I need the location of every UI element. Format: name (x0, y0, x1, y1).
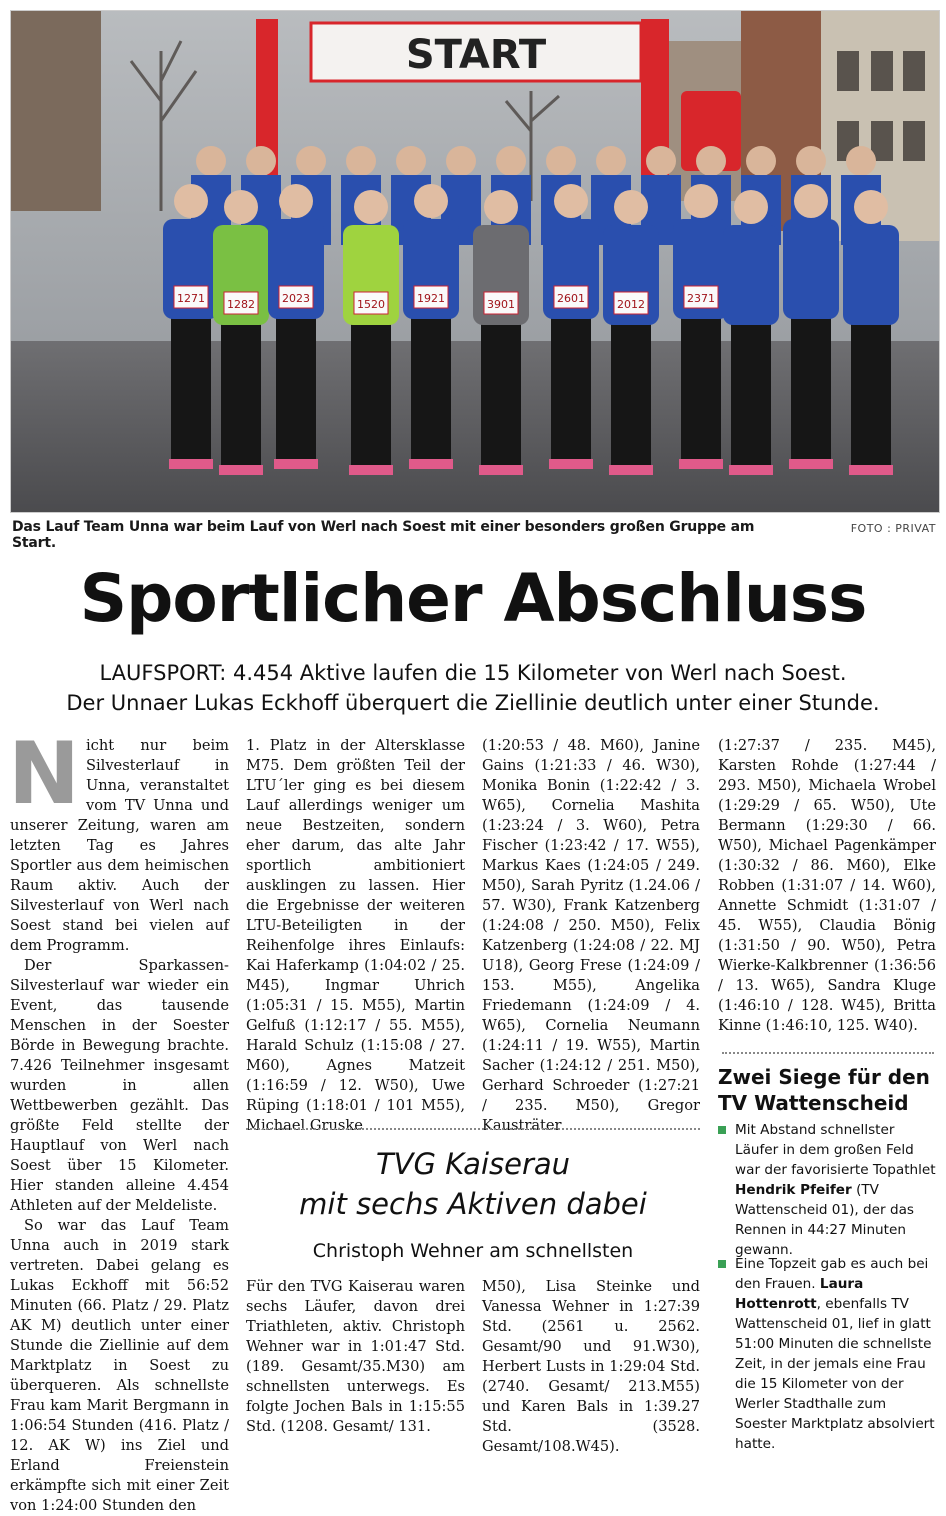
bullet-square-icon (718, 1126, 726, 1134)
runner-shoes (729, 465, 773, 475)
runner-head (734, 190, 768, 224)
runner-head (296, 146, 326, 176)
runner-shoes (549, 459, 593, 469)
start-bib-number: 1271 (177, 292, 205, 305)
runner-head (446, 146, 476, 176)
runner-legs (351, 317, 391, 467)
runner-head (354, 190, 388, 224)
sidebar-bullet-1: Mit Abstand schnellster Läufer in dem großen Feld war der favorisierte Topathlet Hendrik Pfeifer (TV Wattenscheid 01), der das Rennen in 44:27 Minuten gewann. (718, 1120, 940, 1260)
runner-head (496, 146, 526, 176)
runner-shoes (349, 465, 393, 475)
runner-shoes (609, 465, 653, 475)
article-column-3 (482, 736, 700, 1136)
subhead-line-1: LAUFSPORT: 4.454 Aktive laufen die 15 Kilometer von Werl nach Soest. (99, 661, 847, 685)
runner-body (843, 225, 899, 325)
runner-head (846, 146, 876, 176)
start-banner-text: START (405, 32, 547, 78)
box-headline (246, 1144, 700, 1224)
runner-head (596, 146, 626, 176)
runner-head (614, 190, 648, 224)
runner-head (646, 146, 676, 176)
start-bib-number: 3901 (487, 298, 515, 311)
box-column-a: Für den TVG Kaiserau waren sechs Läufer, davon drei Triathleten, aktiv. Christoph Wehner war in 1:01:47 Std. (189. Gesamt/35.M30) am schnellsten unterwegs. Es folgte Jochen Bals in 1:15:55 Std. (1208. Gesamt/ 131. (246, 1278, 465, 1435)
runner-head (246, 146, 276, 176)
runner-head (484, 190, 518, 224)
runner-head (279, 184, 313, 218)
runner-head (554, 184, 588, 218)
sidebar-divider (722, 1052, 934, 1054)
team-photo-illustration (11, 11, 939, 512)
photo-caption: Das Lauf Team Unna war beim Lauf von Werl nach Soest mit einer besonders großen Gruppe am Start. (12, 519, 755, 551)
runner-shoes (274, 459, 318, 469)
athlete-name: Hendrik Pfeifer (735, 1182, 852, 1198)
runner-legs (791, 311, 831, 461)
runner-legs (681, 311, 721, 461)
runner-head (794, 184, 828, 218)
runner-legs (731, 317, 771, 467)
runner-head (414, 184, 448, 218)
team-photo (10, 10, 940, 513)
runner-body (783, 219, 839, 319)
article-column-1 (8, 724, 229, 1516)
start-bib-number: 2012 (617, 298, 645, 311)
runner-body (723, 225, 779, 325)
sidebar-headline (718, 1064, 938, 1116)
box-headline-line-1: TVG Kaiserau (375, 1147, 571, 1181)
start-bib-number: 2371 (687, 292, 715, 305)
sidebar-headline-line-1: Zwei Siege für den (718, 1065, 930, 1089)
article-paragraph: Nicht nur beim Silvesterlauf in Unna, veranstaltet vom TV Unna und unserer Zeitung, waren am letzten Tag es Jahres Sportler aus dem heimischen Raum aktiv. Auch der Silvesterlauf von Werl nach Soest stand bei vielen auf dem Programm. (8, 724, 229, 954)
bullet-square-icon (718, 1260, 726, 1268)
start-bib-number: 2601 (557, 292, 585, 305)
box-subheadline: Christoph Wehner am schnellsten (312, 1240, 634, 1262)
start-bib-number: 2023 (282, 292, 310, 305)
athlete-name: Laura Hottenrott (735, 1276, 864, 1312)
article-column-4 (718, 736, 936, 1036)
runner-shoes (679, 459, 723, 469)
runner-legs (276, 311, 316, 461)
runner-head (684, 184, 718, 218)
runner-head (174, 184, 208, 218)
runner-head (196, 146, 226, 176)
runner-legs (611, 317, 651, 467)
runner-head (396, 146, 426, 176)
runner-head (746, 146, 776, 176)
article-column-2 (246, 736, 465, 1136)
runner-shoes (169, 459, 213, 469)
sidebar-bullet-2: Eine Topzeit gab es auch bei den Frauen. Laura Hottenrott, ebenfalls TV Wattenscheid 01, lief in glatt 51:00 Minuten die schnellste Zeit, in der jemals eine Frau die 15 Kilometer von der Werler Stadthalle zum Soester Marktplatz absolviert hatte. (718, 1254, 940, 1454)
runner-head (224, 190, 258, 224)
runner-shoes (409, 459, 453, 469)
subheadline (0, 658, 946, 718)
headline: Sportlicher Abschluss (79, 560, 867, 637)
drop-cap: N (8, 724, 80, 824)
runner-legs (851, 317, 891, 467)
runner-shoes (849, 465, 893, 475)
runner-shoes (219, 465, 263, 475)
box-column-b: M50), Lisa Steinke und Vanessa Wehner in 1:27:39 Std. (2561 u. 2562. Gesamt/90 und 91.W30), Herbert Lusts in 1:29:04 Std. (2740. Gesamt/ 213.M55) und Karen Bals in 1:39.27 Std. (3528. Gesamt/108.W45). (482, 1278, 700, 1455)
runner-shoes (789, 459, 833, 469)
runner-shoes (479, 465, 523, 475)
sidebar-headline-line-2: TV Wattenscheid (718, 1091, 909, 1115)
start-bib-number: 1921 (417, 292, 445, 305)
article-paragraph: 1. Platz in der Altersklasse M75. Dem größten Teil der LTU´ler ging es bei diesem Lauf allerdings weniger um neue Bestzeiten, sondern eher darum, das alte Jahr sportlich ambitioniert ausklingen zu lassen. Hier die Ergebnisse der weiteren LTU-Beteiligten in der Reihenfolge ihres Einlaufs: Kai Haferkamp (1:04:02 / 25. M45), Ingmar Uhrich (1:05:31 / 15. M55), Martin Gelfuß (1:12:17 / 55. M55), Harald Schulz (1:15:08 / 27. M60), Agnes Matzeit (1:16:59 / 12. W50), Uwe Rüping (1:18:01 / 101 M55), Michael Gruske (246, 737, 465, 1134)
photo-credit: FOTO : PRIVAT (850, 522, 936, 535)
start-bib-number: 1282 (227, 298, 255, 311)
runner-head (346, 146, 376, 176)
start-bib-number: 1520 (357, 298, 385, 311)
article-paragraph: (1:27:37 / 235. M45), Karsten Rohde (1:27:44 / 293. M50), Michaela Wrobel (1:29:29 / 65. W50), Ute Bermann (1:29:30 / 66. W50), Michael Pagenkämper (1:30:32 / 86. M60), Elke Robben (1:31:07 / 14. W60), Annette Schmidt (1:31:07 / 45. W55), Claudia Bönig (1:31:50 / 90. W50), Petra Wierke-Kalkbrenner (1:36:56 / 13. W65), Sandra Kluge (1:46:10 / 128. W45), Britta Kinne (1:46:10, 125. W40). (718, 737, 936, 1034)
article-paragraph: (1:20:53 / 48. M60), Janine Gains (1:21:33 / 46. W30), Monika Bonin (1:22:42 / 3. W65), Cornelia Mashita (1:23:24 / 3. W60), Petra Fischer (1:23:42 / 17. W55), Markus Kaes (1:24:05 / 249. M50), Sarah Pyritz (1.24.06 / 57. W30), Frank Katzenberg (1:24:08 / 250. M50), Felix Katzenberg (1:24:08 / 22. MJ U18), Georg Frese (1:24:09 / 153. M55), Angelika Friedemann (1:24:09 / 4. W65), Cornelia Neumann (1:24:11 / 19. W55), Martin Sacher (1:24:12 / 251. M50), Gerhard Schroeder (1:27:21 / 235. M50), Gregor Kausträter (482, 737, 700, 1134)
subhead-line-2: Der Unnaer Lukas Eckhoff überquert die Ziellinie deutlich unter einer Stunde. (66, 691, 880, 715)
runner-legs (411, 311, 451, 461)
runner-head (696, 146, 726, 176)
runner-legs (221, 317, 261, 467)
runner-legs (551, 311, 591, 461)
runner-legs (481, 317, 521, 467)
runner-head (546, 146, 576, 176)
article-paragraph: Der Sparkassen-Silvesterlauf war wieder ein Event, das tausende Menschen in der Soester Börde in Bewegung brachte. 7.426 Teilnehmer insgesamt wurden in allen Wettbewerben gezählt. Das größte Feld stellte der Hauptlauf von Werl nach Soest über 15 Kilometer. Hier standen alleine 4.454 Athleten auf der Meldeliste. (10, 957, 229, 1214)
box-divider (246, 1128, 700, 1130)
box-headline-line-2: mit sechs Aktiven dabei (299, 1187, 647, 1221)
article-paragraph: So war das Lauf Team Unna auch in 2019 stark vertreten. Dabei gelang es Lukas Eckhoff mit 56:52 Minuten (66. Platz / 29. Platz AK M) deutlich unter einer Stunde die Ziellinie auf dem Marktplatz in Soest zu überqueren. Als schnellste Frau kam Marit Bergmann in 1:06:54 Stunden (416. Platz / 12. AK W) ins Ziel und Erland Freienstein erkämpfte sich mit einer Zeit von 1:24:00 Stunden den (10, 1217, 229, 1514)
runner-head (854, 190, 888, 224)
runner-legs (171, 311, 211, 461)
runner-head (796, 146, 826, 176)
